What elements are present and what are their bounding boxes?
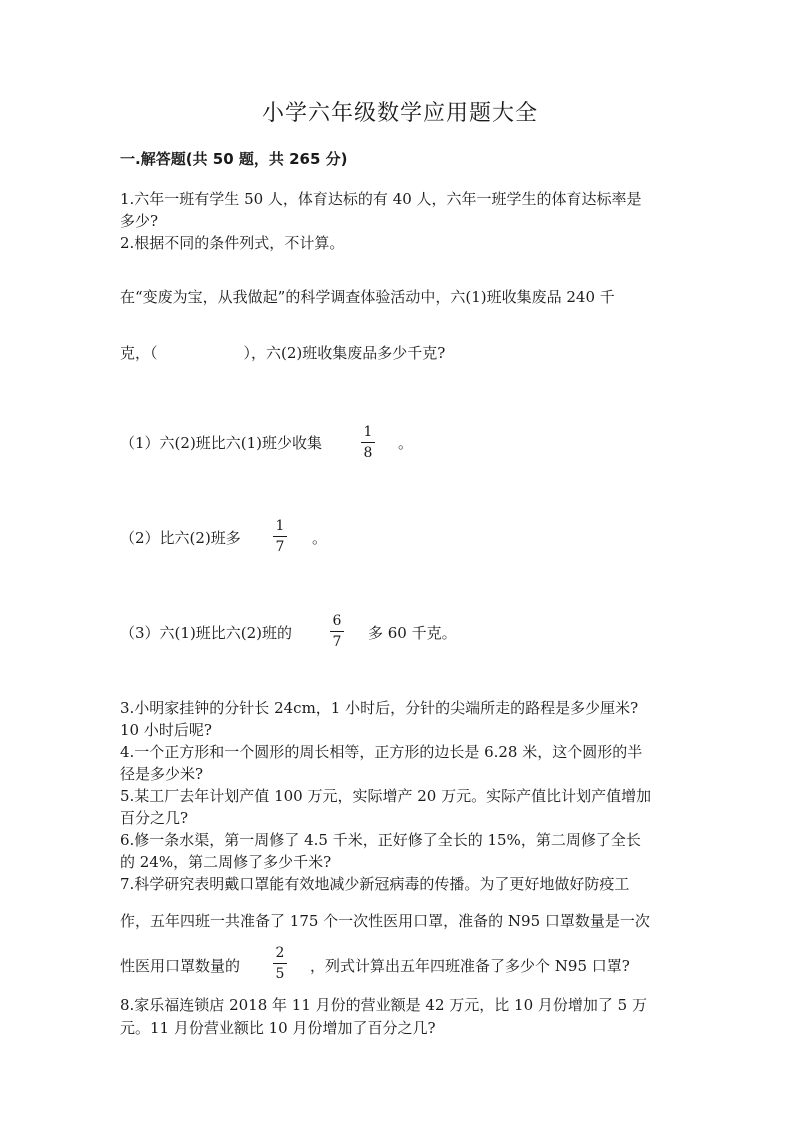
question-8-line-2: 元。11 月份营业额比 10 月份增加了百分之几? [120,1019,436,1037]
fraction-numerator: 1 [275,518,285,534]
question-1-line-1: 1.六年一班有学生 50 人，体育达标的有 40 人，六年一班学生的体育达标率是 [120,190,642,208]
fraction-denominator: 7 [275,539,285,555]
fraction-bar [273,536,287,537]
question-1-line-2: 多少? [120,212,159,230]
question-3-line-1: 3.小明家挂钟的分针长 24cm，1 小时后，分针的尖端所走的路程是多少厘米? [120,699,639,717]
sub-question-1-end: 。 [398,434,414,452]
fraction-one-eighth [358,424,378,461]
sub-question-2-text: （2）比六(2)班多 [120,529,241,547]
fraction-bar [273,963,287,964]
question-5-line-1: 5.某工厂去年计划产值 100 万元，实际增产 20 万元。实际产值比计划产值增加 [120,787,652,805]
question-7-line-2: 作，五年四班一共准备了 175 个一次性医用口罩，准备的 N95 口罩数量是一次 [120,912,650,930]
fraction-one-seventh [270,518,290,555]
fraction-six-sevenths [327,613,347,650]
question-2-line-2: 在“变废为宝，从我做起”的科学调查体验活动中，六(1)班收集废品 240 千 [120,288,615,306]
page-title: 小学六年级数学应用题大全 [261,101,538,126]
fraction-numerator: 2 [275,945,285,961]
fraction-two-fifths [270,945,290,982]
sub-question-1-text: （1）六(2)班比六(1)班少收集 [120,434,323,452]
question-2-line-3 [120,342,445,363]
question-8-line-1: 8.家乐福连锁店 2018 年 11 月份的营业额是 42 万元，比 10 月份增加了 5 万 [120,996,647,1014]
fraction-numerator: 1 [363,424,373,440]
sub-question-3-end: 多 60 千克。 [368,624,457,642]
question-7-line-3-pre: 性医用口罩数量的 [120,957,241,975]
fraction-bar [361,442,375,443]
question-4-line-1: 4.一个正方形和一个圆形的周长相等，正方形的边长是 6.28 米，这个圆形的半 [120,743,643,761]
question-3-line-2: 10 小时后呢? [120,721,212,739]
fraction-denominator: 5 [275,966,285,982]
sub-question-3-text: （3）六(1)班比六(2)班的 [120,624,293,642]
fraction-numerator: 6 [332,613,342,629]
question-6-line-1: 6.修一条水渠，第一周修了 4.5 千米，正好修了全长的 15%，第二周修了全长 [120,831,641,849]
question-6-line-2: 的 24%，第二周修了多少千米? [120,853,332,871]
question-2-line-1: 2.根据不同的条件列式，不计算。 [120,234,345,252]
fraction-denominator: 7 [332,634,342,650]
question-7-line-3-post: ，列式计算出五年四班准备了多少个 N95 口罩? [310,957,630,975]
question-5-line-2: 百分之几? [120,809,189,827]
question-2-line-3-post: ），六(2)班收集废品多少千克? [243,344,446,362]
question-2-line-3-pre: 克，（ [120,344,158,362]
sub-question-2-end: 。 [312,529,328,547]
question-4-line-2: 径是多少米? [120,765,204,783]
fraction-bar [330,631,344,632]
section-heading: 一.解答题(共 50 题，共 265 分) [120,150,348,168]
question-7-line-1: 7.科学研究表明戴口罩能有效地减少新冠病毒的传播。为了更好地做好防疫工 [120,875,630,893]
fraction-denominator: 8 [363,445,373,461]
